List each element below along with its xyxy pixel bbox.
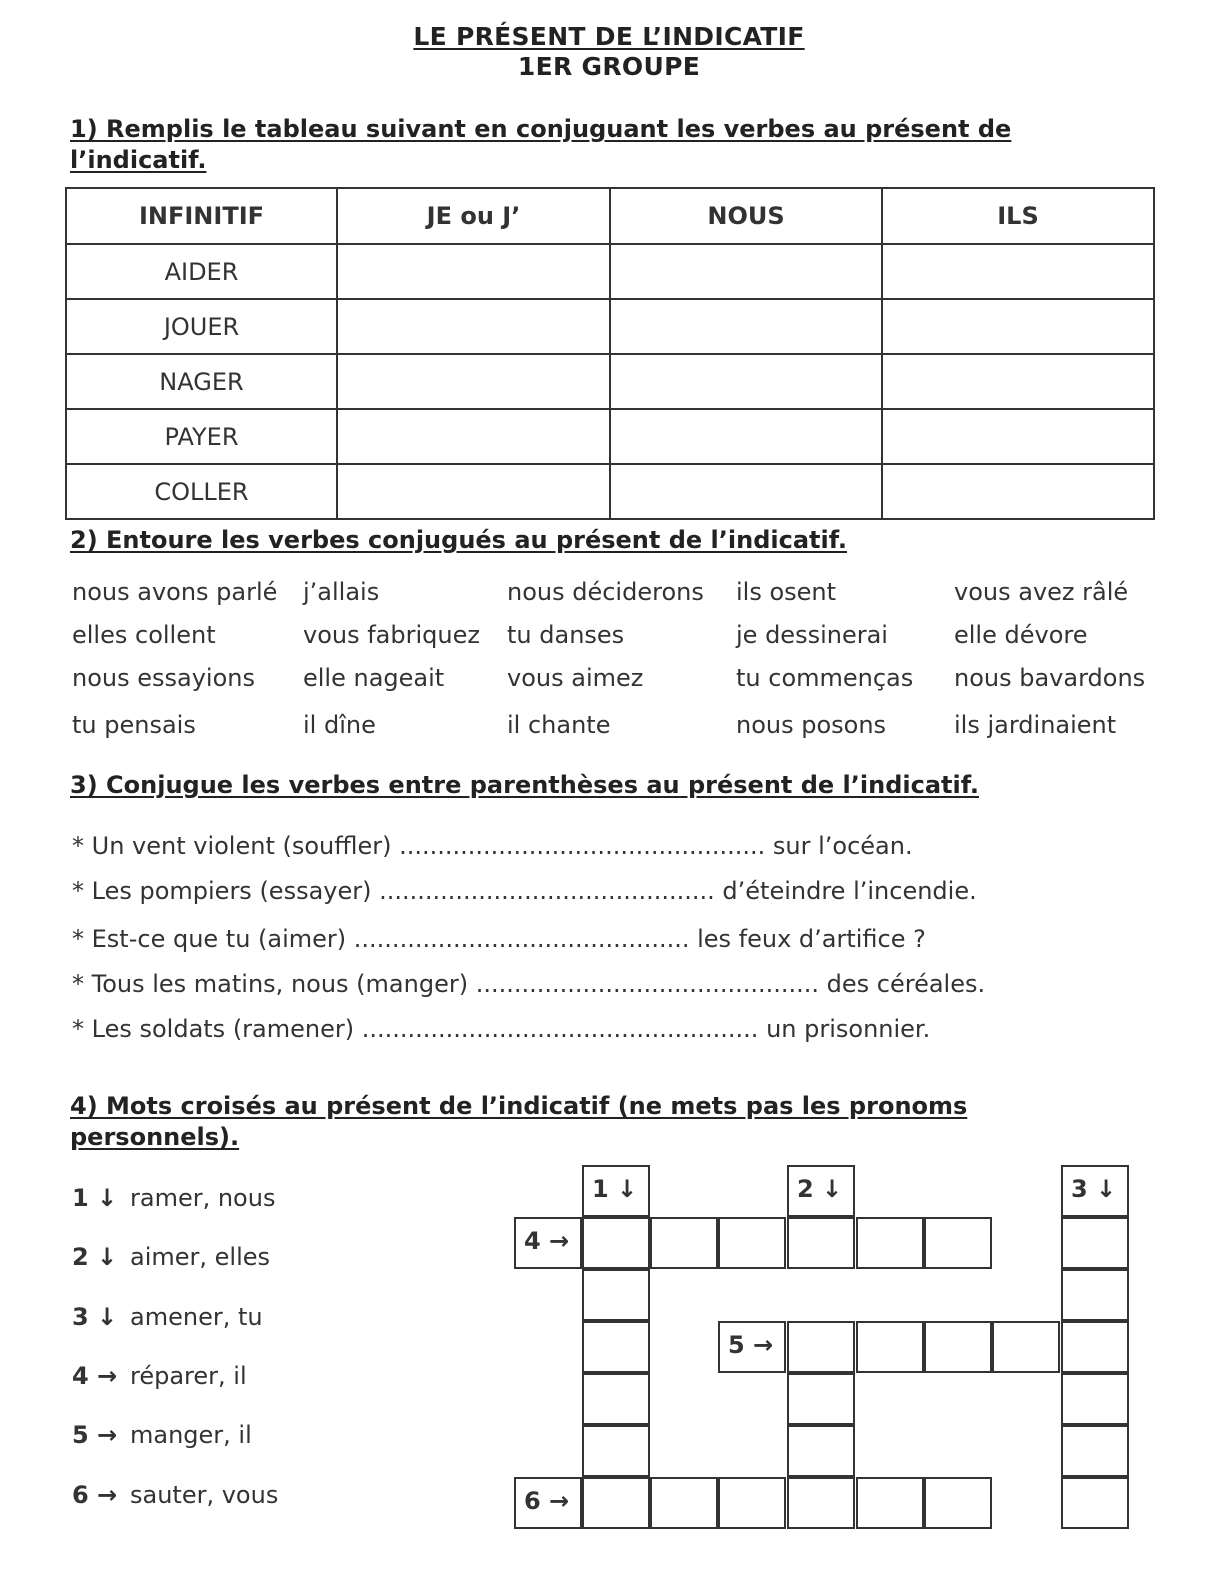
verb-option[interactable]: nous essayions <box>72 664 255 692</box>
grid-cell[interactable] <box>992 1321 1060 1373</box>
page-title: LE PRÉSENT DE L’INDICATIF <box>413 22 805 51</box>
verb-option[interactable]: ils jardinaient <box>954 711 1117 739</box>
answer-cell-je[interactable] <box>337 244 610 299</box>
grid-cell[interactable] <box>650 1477 718 1529</box>
section1-heading <box>70 114 1011 176</box>
page-subtitle: 1ER GROUPE <box>517 52 701 81</box>
header-je: JE ou J’ <box>337 188 610 244</box>
verb-option[interactable]: vous aimez <box>507 664 644 692</box>
verb-option[interactable]: elles collent <box>72 621 216 649</box>
verb-option[interactable]: elle dévore <box>954 621 1088 649</box>
grid-cell[interactable] <box>650 1217 718 1269</box>
grid-cell[interactable] <box>787 1217 855 1269</box>
infinitive-cell: JOUER <box>66 299 337 354</box>
grid-cell[interactable] <box>1061 1425 1129 1477</box>
section2-heading: 2) Entoure les verbes conjugués au présent de l’indicatif. <box>70 526 847 554</box>
exercise-sentence[interactable]: * Un vent violent (souffler) ................................................ sur l’océan. <box>72 832 913 860</box>
grid-cell[interactable] <box>787 1477 855 1529</box>
verb-option[interactable]: nous avons parlé <box>72 578 278 606</box>
answer-cell-nous[interactable] <box>610 244 882 299</box>
verb-option[interactable]: je dessinerai <box>736 621 888 649</box>
grid-cell[interactable] <box>582 1425 650 1477</box>
table-row <box>66 354 1154 409</box>
table-row <box>66 464 1154 519</box>
answer-cell-je[interactable] <box>337 409 610 464</box>
table-row <box>66 299 1154 354</box>
clue-number: 5 → <box>72 1421 118 1449</box>
grid-cell[interactable] <box>1061 1477 1129 1529</box>
answer-cell-nous[interactable] <box>610 299 882 354</box>
verb-option[interactable]: tu pensais <box>72 711 196 739</box>
grid-cell[interactable] <box>856 1217 924 1269</box>
grid-cell[interactable] <box>1061 1217 1129 1269</box>
grid-cell[interactable] <box>924 1477 992 1529</box>
verb-option[interactable]: tu commenças <box>736 664 914 692</box>
verb-option[interactable]: vous avez râlé <box>954 578 1129 606</box>
answer-cell-ils[interactable] <box>882 409 1154 464</box>
grid-cell[interactable] <box>718 1477 786 1529</box>
grid-cell[interactable] <box>787 1321 855 1373</box>
infinitive-cell: PAYER <box>66 409 337 464</box>
section1-heading-line1: 1) Remplis le tableau suivant en conjuguant les verbes au présent de <box>70 115 1012 143</box>
clue-text: amener, tu <box>130 1303 263 1331</box>
grid-cell[interactable] <box>856 1321 924 1373</box>
clue-text: ramer, nous <box>130 1184 276 1212</box>
answer-cell-je[interactable] <box>337 354 610 409</box>
answer-cell-ils[interactable] <box>882 244 1154 299</box>
verb-option[interactable]: nous bavardons <box>954 664 1146 692</box>
clue-text: sauter, vous <box>130 1481 279 1509</box>
grid-label-3-down: 3 ↓ <box>1061 1165 1129 1217</box>
header-ils: ILS <box>882 188 1154 244</box>
clue-number: 1 ↓ <box>72 1184 118 1212</box>
verb-option[interactable]: ils osent <box>736 578 837 606</box>
grid-label-6-across: 6 → <box>514 1477 582 1529</box>
answer-cell-ils[interactable] <box>882 299 1154 354</box>
grid-cell[interactable] <box>582 1373 650 1425</box>
answer-cell-je[interactable] <box>337 464 610 519</box>
conjugation-table <box>65 187 1155 520</box>
infinitive-cell: COLLER <box>66 464 337 519</box>
grid-cell[interactable] <box>1061 1269 1129 1321</box>
clue-text: manger, il <box>130 1421 252 1449</box>
crossword-clue <box>72 1421 252 1449</box>
exercise-sentence[interactable]: * Les pompiers (essayer) ............................................ d’éteindre l’incendie. <box>72 877 977 905</box>
answer-cell-nous[interactable] <box>610 354 882 409</box>
header-infinitif: INFINITIF <box>66 188 337 244</box>
crossword-clue <box>72 1303 263 1331</box>
grid-cell[interactable] <box>582 1477 650 1529</box>
grid-label-2-down: 2 ↓ <box>787 1165 855 1217</box>
infinitive-cell: NAGER <box>66 354 337 409</box>
crossword-clue <box>72 1362 247 1390</box>
verb-option[interactable]: nous posons <box>736 711 887 739</box>
grid-cell[interactable] <box>787 1373 855 1425</box>
crossword-clue <box>72 1243 270 1271</box>
grid-cell[interactable] <box>856 1477 924 1529</box>
grid-cell[interactable] <box>787 1425 855 1477</box>
crossword-clue <box>72 1184 275 1212</box>
verb-option[interactable]: il dîne <box>303 711 376 739</box>
answer-cell-nous[interactable] <box>610 464 882 519</box>
clue-number: 2 ↓ <box>72 1243 118 1271</box>
verb-option[interactable]: nous déciderons <box>507 578 704 606</box>
verb-option[interactable]: tu danses <box>507 621 625 649</box>
crossword-clue <box>72 1481 278 1509</box>
grid-cell[interactable] <box>924 1217 992 1269</box>
section4-heading-line2: personnels). <box>70 1123 240 1151</box>
grid-label-5-across: 5 → <box>718 1321 786 1373</box>
table-row <box>66 244 1154 299</box>
section4-heading-line1: 4) Mots croisés au présent de l’indicatif (ne mets pas les pronoms <box>70 1092 968 1120</box>
section4-heading <box>70 1091 967 1153</box>
verb-option[interactable]: j’allais <box>303 578 380 606</box>
clue-number: 6 → <box>72 1481 118 1509</box>
grid-cell[interactable] <box>1061 1373 1129 1425</box>
answer-cell-ils[interactable] <box>882 464 1154 519</box>
clue-number: 4 → <box>72 1362 118 1390</box>
grid-cell[interactable] <box>582 1217 650 1269</box>
section3-heading: 3) Conjugue les verbes entre parenthèses au présent de l’indicatif. <box>70 771 979 799</box>
exercise-sentence[interactable]: * Les soldats (ramener) .................................................... un prisonnier. <box>72 1015 931 1043</box>
verb-option[interactable]: il chante <box>507 711 611 739</box>
answer-cell-je[interactable] <box>337 299 610 354</box>
table-header-row <box>66 188 1154 244</box>
verb-option[interactable]: vous fabriquez <box>303 621 480 649</box>
grid-cell[interactable] <box>718 1217 786 1269</box>
grid-label-4-across: 4 → <box>514 1217 582 1269</box>
grid-cell[interactable] <box>582 1321 650 1373</box>
clue-text: réparer, il <box>130 1362 247 1390</box>
grid-cell[interactable] <box>582 1269 650 1321</box>
grid-cell[interactable] <box>1061 1321 1129 1373</box>
grid-cell[interactable] <box>924 1321 992 1373</box>
exercise-sentence[interactable]: * Tous les matins, nous (manger) ............................................. des céréales. <box>72 970 986 998</box>
section1-heading-line2: l’indicatif. <box>70 146 207 174</box>
answer-cell-nous[interactable] <box>610 409 882 464</box>
exercise-sentence[interactable]: * Est-ce que tu (aimer) ............................................ les feux d’artifice ? <box>72 925 926 953</box>
clue-number: 3 ↓ <box>72 1303 118 1331</box>
verb-option[interactable]: elle nageait <box>303 664 445 692</box>
header-nous: NOUS <box>610 188 882 244</box>
clue-text: aimer, elles <box>130 1243 271 1271</box>
grid-label-1-down: 1 ↓ <box>582 1165 650 1217</box>
infinitive-cell: AIDER <box>66 244 337 299</box>
table-row <box>66 409 1154 464</box>
answer-cell-ils[interactable] <box>882 354 1154 409</box>
